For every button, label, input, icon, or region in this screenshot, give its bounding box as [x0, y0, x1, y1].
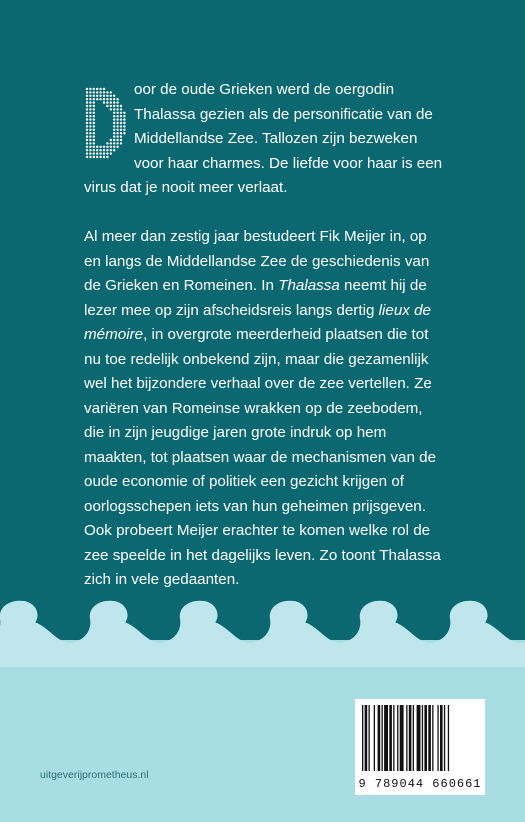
paragraph-2-italic-2: lieux de mémoire: [84, 301, 431, 343]
wave-pattern-icon: [0, 597, 525, 667]
paragraph-1-text: oor de oude Grieken werd de oergodin Thalassa gezien als de personificatie van de Middellandse Zee. Tallozen zijn bezweken voor haar charmes. De liefde voor haar is een virus dat je nooit meer verlaat.: [84, 81, 443, 196]
paragraph-2-part-1: Al meer dan zestig jaar bestudeert Fik Meijer in, op en langs de Middellandse Zee de geschiedenis van de Grieken en Romeinen. In: [84, 228, 430, 294]
paragraph-2-part-3: , in overgrote meerderheid plaatsen die tot nu toe redelijk onbekend zijn, maar die gezamenlijk wel het bijzondere verhaal over de zee vertellen. Ze variëren van Romeinse wrakken op de zeebodem, die in zijn jeugdige jaren grote indruk op hem maakten, tot plaatsen waar de mechanismen van de oude economie of politiek een gezicht krijgen of oorlogsschepen iets van hun geheimen prijsgeven. Ook probeert Meijer erachter te komen welke rol de zee speelde in het dagelijks leven. Zo toont Thalassa zich in vele gedaanten.: [84, 326, 441, 588]
barcode-digits: 9 789044 660661: [358, 777, 482, 791]
paragraph-1: [84, 78, 444, 201]
dotted-letter-d-icon: [84, 86, 128, 162]
publisher-website: uitgeverijprometheus.nl: [40, 769, 149, 781]
barcode: [355, 699, 485, 795]
blurb-text: [84, 78, 444, 593]
paragraph-2-italic-1: Thalassa: [278, 277, 340, 294]
paragraph-2-part-2: neemt hij de lezer mee op zijn afscheidsreis langs dertig: [84, 277, 427, 319]
paragraph-2: [84, 225, 444, 593]
barcode-lines-icon: [362, 705, 478, 771]
